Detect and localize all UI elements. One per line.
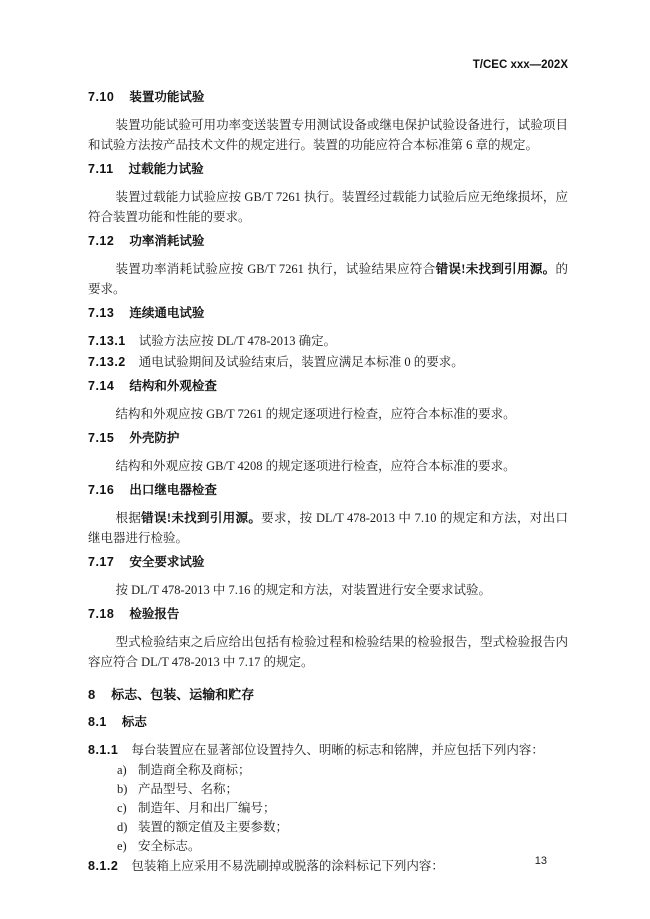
sub-clause-text: 试验方法应按 DL/T 478-2013 确定。	[138, 334, 337, 348]
sub-clause-text: 包装箱上应采用不易洗刷掉或脱落的涂料标记下列内容：	[131, 859, 444, 873]
paragraph-segment: 结构和外观应按 GB/T 4208 的规定逐项进行检查，应符合本标准的要求。	[115, 459, 516, 473]
paragraph	[88, 259, 568, 299]
page-number: 13	[534, 855, 547, 867]
paragraph	[88, 580, 568, 600]
heading-title: 出口继电器检查	[129, 483, 217, 497]
paragraph-segment: 的要求。	[88, 262, 568, 296]
heading-number: 7.13	[88, 306, 115, 320]
paragraph-segment: 装置功能试验可用功率变送装置专用测试设备或继电保护试验设备进行，试验项目和试验方法按产品技术文件的规定进行。装置的功能应符合本标准第 6 章的规定。	[88, 118, 568, 152]
list-item-text: 装置的额定值及主要参数；	[138, 820, 289, 834]
clause-heading	[88, 89, 568, 106]
clause-heading	[88, 305, 568, 322]
heading-number: 7.15	[88, 431, 115, 445]
heading-number: 7.18	[88, 607, 115, 621]
heading-number: 8	[88, 687, 96, 702]
clause-heading	[88, 233, 568, 250]
clause-heading	[88, 378, 568, 395]
list-item-text: 安全标志。	[138, 839, 201, 853]
list-item	[88, 799, 568, 818]
paragraph	[88, 508, 568, 548]
list-item-label: a)	[117, 763, 127, 777]
heading-number: 7.14	[88, 379, 115, 393]
list-item-label: b)	[117, 782, 128, 796]
clause-heading	[88, 714, 568, 731]
paragraph-segment: 根据	[115, 511, 142, 525]
clause-heading	[88, 554, 568, 571]
heading-title: 安全要求试验	[129, 555, 205, 569]
list-item-text: 产品型号、名称；	[138, 782, 239, 796]
clause-heading	[88, 482, 568, 499]
heading-title: 装置功能试验	[129, 90, 205, 104]
heading-title: 标志、包装、运输和贮存	[111, 687, 255, 702]
sub-clause-number: 8.1.2	[88, 859, 119, 873]
heading-title: 标志	[121, 715, 147, 729]
paragraph-segment: 错误!未找到引用源。	[435, 262, 556, 276]
sub-clause-number: 8.1.1	[88, 743, 119, 757]
heading-number: 7.16	[88, 483, 115, 497]
paragraph-segment: 装置功率消耗试验应按 GB/T 7261 执行，试验结果应符合	[115, 262, 436, 276]
heading-title: 外壳防护	[129, 431, 180, 445]
paragraph	[88, 404, 568, 424]
heading-title: 结构和外观检查	[129, 379, 217, 393]
document-header	[88, 58, 568, 73]
heading-title: 检验报告	[129, 607, 180, 621]
heading-number: 7.10	[88, 90, 115, 104]
sub-clause	[88, 352, 568, 372]
heading-title: 连续通电试验	[129, 306, 205, 320]
document-body	[88, 89, 568, 876]
paragraph-segment: 要求，按 DL/T 478-2013 中 7.10 的规定和方法，对出口继电器进行检验。	[88, 511, 568, 545]
heading-number: 7.11	[88, 162, 114, 176]
sub-clause-text: 通电试验期间及试验结束后，装置应满足本标准 0 的要求。	[138, 355, 464, 369]
sub-clause	[88, 856, 568, 876]
sub-clause	[88, 740, 568, 760]
list-item-text: 制造年、月和出厂编号；	[138, 801, 276, 815]
sub-clause	[88, 331, 568, 351]
document-footer	[535, 855, 547, 867]
list-item-label: d)	[117, 820, 128, 834]
paragraph	[88, 187, 568, 227]
list-item-text: 制造商全称及商标；	[138, 763, 251, 777]
paragraph-segment: 装置过载能力试验应按 GB/T 7261 执行。装置经过载能力试验后应无绝缘损坏，应符合装置功能和性能的要求。	[88, 190, 568, 224]
paragraph	[88, 115, 568, 155]
chapter-heading	[88, 686, 568, 704]
heading-number: 8.1	[88, 715, 107, 729]
paragraph	[88, 632, 568, 672]
list-item	[88, 780, 568, 799]
clause-heading	[88, 430, 568, 447]
clause-heading	[88, 161, 568, 178]
list-item	[88, 761, 568, 780]
paragraph	[88, 456, 568, 476]
paragraph-segment: 结构和外观应按 GB/T 7261 的规定逐项进行检查，应符合本标准的要求。	[115, 407, 516, 421]
sub-clause-text: 每台装置应在显著部位设置持久、明晰的标志和铭牌，并应包括下列内容：	[131, 743, 544, 757]
paragraph-segment: 按 DL/T 478-2013 中 7.16 的规定和方法，对装置进行安全要求试验。	[115, 583, 491, 597]
clause-heading	[88, 606, 568, 623]
sub-clause-number: 7.13.1	[88, 334, 126, 348]
heading-title: 功率消耗试验	[129, 234, 205, 248]
list-item-label: c)	[117, 801, 127, 815]
paragraph-segment: 错误!未找到引用源。	[141, 511, 262, 525]
heading-number: 7.12	[88, 234, 115, 248]
list-item-label: e)	[117, 839, 127, 853]
sub-clause-number: 7.13.2	[88, 355, 126, 369]
list-item	[88, 837, 568, 856]
standard-code: T/CEC xxx—202X	[472, 59, 568, 71]
list-item	[88, 818, 568, 837]
paragraph-segment: 型式检验结束之后应给出包括有检验过程和检验结果的检验报告，型式检验报告内容应符合 DL/T 478-2013 中 7.17 的规定。	[88, 635, 568, 669]
heading-title: 过载能力试验	[128, 162, 204, 176]
heading-number: 7.17	[88, 555, 115, 569]
